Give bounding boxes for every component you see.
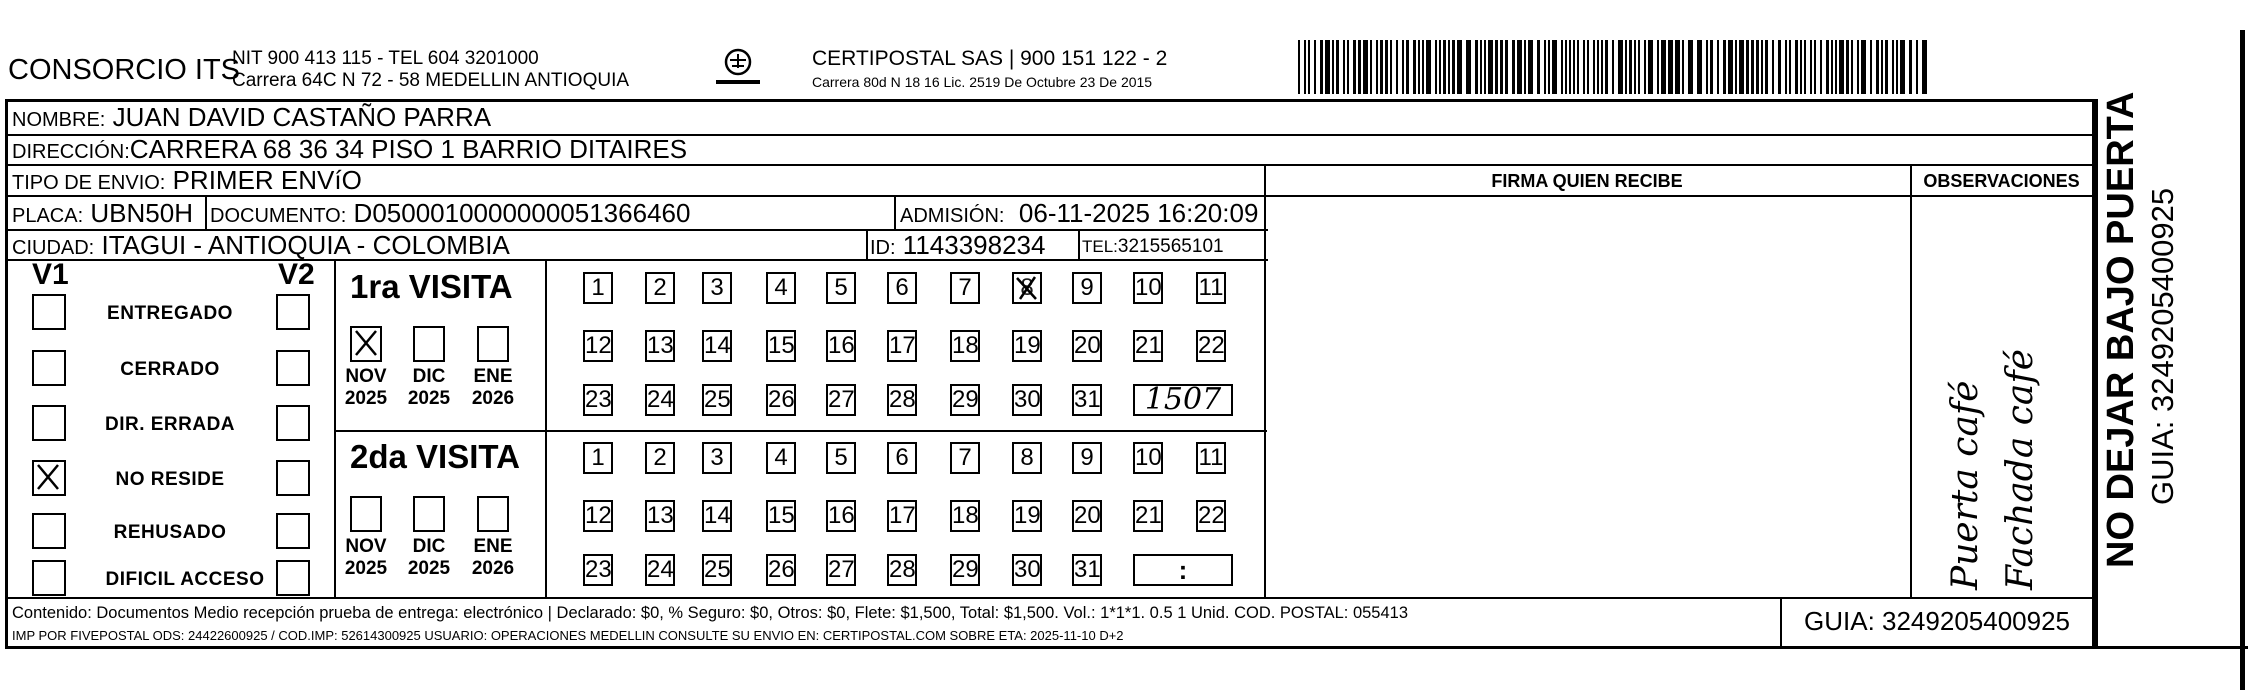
year-label: 2026 [471, 558, 515, 579]
day-box[interactable]: 12 [583, 500, 613, 532]
month-checkbox[interactable] [413, 326, 445, 362]
day-box[interactable]: 1 [583, 272, 613, 304]
month-checkbox[interactable] [350, 496, 382, 532]
day-box[interactable]: 2 [645, 272, 675, 304]
day-box[interactable]: 13 [645, 330, 675, 362]
day-box[interactable]: 29 [950, 384, 980, 416]
name-field: NOMBRE: JUAN DAVID CASTAÑO PARRA [12, 102, 492, 132]
id-field: ID: 1143398234 [870, 230, 1046, 260]
day-box[interactable]: 31 [1072, 554, 1102, 586]
day-box[interactable]: 20 [1072, 330, 1102, 362]
day-box[interactable]: 31 [1072, 384, 1102, 416]
day-box[interactable]: 4 [766, 272, 796, 304]
carrier-name: CERTIPOSTAL SAS | 900 151 122 - 2 [812, 47, 1168, 70]
day-box[interactable]: 13 [645, 500, 675, 532]
day-box[interactable]: 14 [702, 330, 732, 362]
v1-checkbox[interactable] [32, 294, 66, 330]
day-box[interactable]: 3 [702, 272, 732, 304]
day-box[interactable]: 14 [702, 500, 732, 532]
carrier-logo-icon [710, 44, 766, 92]
footer-contents: Contenido: Documentos Medio recepción prueba de entrega: electrónico | Declarado: $0, % Seguro: $0, Otros: $0, Flete: $1,500, Total: $1,500. Vol.: 1*1*1. 0.5 1 Unid. COD. POSTAL: 055413 [12, 604, 1409, 622]
barcode [1298, 40, 1934, 94]
status-option-label: REHUSADO [113, 522, 227, 543]
day-box[interactable]: 21 [1133, 330, 1163, 362]
day-box[interactable]: 11 [1196, 442, 1226, 474]
year-label: 2025 [407, 388, 451, 409]
time-field[interactable]: : [1133, 554, 1233, 586]
day-box[interactable]: 17 [887, 500, 917, 532]
signature-header: FIRMA QUIEN RECIBE [1491, 171, 1683, 191]
year-label: 2026 [471, 388, 515, 409]
day-box[interactable]: 16 [826, 330, 856, 362]
day-box[interactable]: 4 [766, 442, 796, 474]
day-box[interactable]: 7 [950, 442, 980, 474]
day-box[interactable]: 28 [887, 554, 917, 586]
day-box[interactable]: 2 [645, 442, 675, 474]
company-address: Carrera 64C N 72 - 58 MEDELLIN ANTIOQUIA [232, 70, 630, 91]
side-guia: GUIA: 3249205400925 [2145, 187, 2180, 505]
document-field: DOCUMENTO: D0500010000000051366460 [210, 198, 691, 228]
handwritten-observation-1: Puerta café [1945, 380, 1986, 590]
day-box[interactable]: 26 [766, 554, 796, 586]
v2-checkbox[interactable] [276, 294, 310, 330]
tel-field: TEL:3215565101 [1082, 236, 1224, 257]
status-option-label: CERRADO [120, 359, 220, 380]
v2-checkbox[interactable] [276, 460, 310, 496]
observations-header: OBSERVACIONES [1923, 171, 2080, 191]
month-label: DIC [412, 366, 446, 387]
company-name: CONSORCIO ITS [8, 54, 241, 86]
v2-checkbox[interactable] [276, 513, 310, 549]
day-box[interactable]: 29 [950, 554, 980, 586]
day-box[interactable]: 22 [1196, 500, 1226, 532]
day-box[interactable]: 6 [887, 272, 917, 304]
day-box[interactable]: 30 [1012, 384, 1042, 416]
day-box[interactable]: 12 [583, 330, 613, 362]
day-box[interactable]: 28 [887, 384, 917, 416]
month-checkbox[interactable] [477, 326, 509, 362]
v1-checkbox[interactable] [32, 405, 66, 441]
month-label: DIC [412, 536, 446, 557]
v1-checkbox[interactable] [32, 560, 66, 596]
company-nit: NIT 900 413 115 - TEL 604 3201000 [232, 48, 539, 69]
status-option-label: ENTREGADO [107, 303, 233, 324]
carrier-address: Carrera 80d N 18 16 Lic. 2519 De Octubre 23 De 2015 [812, 74, 1153, 90]
day-box[interactable]: 16 [826, 500, 856, 532]
day-box[interactable]: 22 [1196, 330, 1226, 362]
day-box[interactable]: 27 [826, 384, 856, 416]
day-box[interactable]: 23 [583, 384, 613, 416]
day-box[interactable]: 8 [1012, 442, 1042, 474]
admission-field: ADMISIÓN: 06-11-2025 16:20:09 [900, 198, 1259, 228]
month-label: NOV [345, 536, 387, 557]
day-box[interactable]: 20 [1072, 500, 1102, 532]
day-box[interactable]: 7 [950, 272, 980, 304]
v1-checkbox[interactable] [32, 350, 66, 386]
year-label: 2025 [344, 558, 388, 579]
day-box[interactable]: 24 [645, 554, 675, 586]
day-box[interactable]: 9 [1072, 272, 1102, 304]
day-box[interactable]: 26 [766, 384, 796, 416]
day-box[interactable]: 10 [1133, 442, 1163, 474]
month-checkbox[interactable] [477, 496, 509, 532]
day-box[interactable]: 6 [887, 442, 917, 474]
day-box[interactable]: 3 [702, 442, 732, 474]
day-box[interactable]: 25 [702, 554, 732, 586]
v1-checkbox[interactable] [32, 513, 66, 549]
visit-title: 2da VISITA [350, 438, 520, 475]
day-box[interactable]: 9 [1072, 442, 1102, 474]
day-box[interactable]: 18 [950, 330, 980, 362]
v2-checkbox[interactable] [276, 350, 310, 386]
day-box[interactable]: 21 [1133, 500, 1163, 532]
v2-label: V2 [278, 258, 315, 291]
side-warning: NO DEJAR BAJO PUERTA [2100, 91, 2142, 568]
status-option-label: NO RESIDE [115, 469, 225, 490]
day-box[interactable]: 19 [1012, 500, 1042, 532]
footer-guia: GUIA: 3249205400925 [1804, 606, 2070, 636]
day-box[interactable]: 19 [1012, 330, 1042, 362]
footer-imp: IMP POR FIVEPOSTAL ODS: 24422600925 / COD.IMP: 52614300925 USUARIO: OPERACIONES MEDELLIN CONSULTE SU ENVIO EN: CERTIPOSTAL.COM SOBRE ETA: 2025-11-10 D+2 [12, 628, 1124, 643]
day-box[interactable]: 25 [702, 384, 732, 416]
day-box[interactable]: 23 [583, 554, 613, 586]
day-box[interactable]: 11 [1196, 272, 1226, 304]
day-box[interactable]: 10 [1133, 272, 1163, 304]
v2-checkbox[interactable] [276, 560, 310, 596]
v2-checkbox[interactable] [276, 405, 310, 441]
shipment-type-field: TIPO DE ENVIO: PRIMER ENVíO [12, 165, 362, 195]
day-box[interactable]: 18 [950, 500, 980, 532]
month-checkbox[interactable] [350, 326, 382, 362]
day-box[interactable]: 8 [1012, 272, 1042, 304]
v1-label: V1 [32, 258, 69, 291]
month-label: ENE [473, 536, 513, 557]
month-label: ENE [473, 366, 513, 387]
day-box[interactable]: 5 [826, 272, 856, 304]
plate-field: PLACA: UBN50H [12, 198, 193, 228]
month-checkbox[interactable] [413, 496, 445, 532]
day-box[interactable]: 17 [887, 330, 917, 362]
check-mark-icon [352, 345, 380, 362]
day-box[interactable]: 5 [826, 442, 856, 474]
year-label: 2025 [344, 388, 388, 409]
day-box[interactable]: 24 [645, 384, 675, 416]
day-box[interactable]: 15 [766, 330, 796, 362]
day-box[interactable]: 1 [583, 442, 613, 474]
time-field[interactable]: 1507 [1133, 384, 1233, 416]
v1-checkbox[interactable] [32, 460, 66, 496]
check-mark-icon [34, 479, 62, 496]
day-box[interactable]: 27 [826, 554, 856, 586]
handwritten-observation-2: Fachada café [2000, 348, 2041, 590]
address-field: DIRECCIÓN:CARRERA 68 36 34 PISO 1 BARRIO DITAIRES [12, 134, 688, 164]
city-field: CIUDAD: ITAGUI - ANTIOQUIA - COLOMBIA [12, 230, 510, 260]
status-option-label: DIR. ERRADA [104, 414, 236, 435]
day-box[interactable]: 30 [1012, 554, 1042, 586]
visit-title: 1ra VISITA [350, 268, 513, 305]
year-label: 2025 [407, 558, 451, 579]
status-option-label: DIFICIL ACCESO [105, 569, 265, 590]
month-label: NOV [345, 366, 387, 387]
day-box[interactable]: 15 [766, 500, 796, 532]
